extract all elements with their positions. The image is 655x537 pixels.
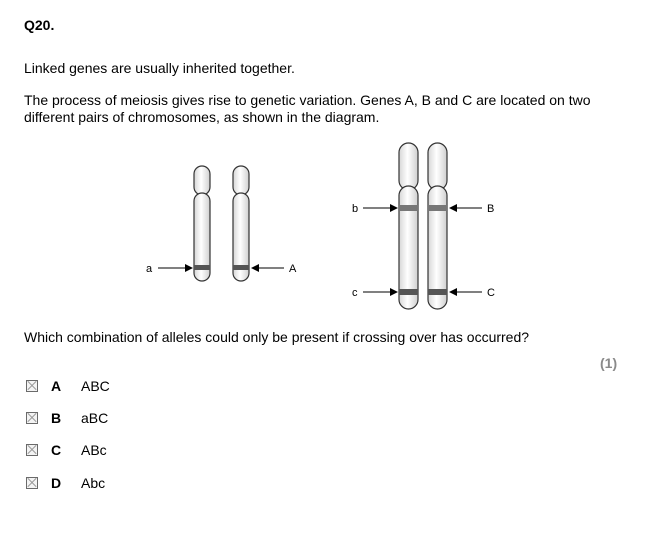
option-text: ABc: [81, 442, 107, 458]
option-text: aBC: [81, 410, 109, 426]
question-number: Q20.: [24, 17, 55, 33]
option-letter: D: [51, 475, 62, 491]
label-C: C: [487, 287, 495, 299]
marks-label: (1): [600, 355, 618, 371]
checkbox-icon[interactable]: [26, 477, 38, 489]
chromosome-pair1-right: [233, 166, 249, 281]
option-letter: A: [51, 378, 62, 394]
checkbox-icon[interactable]: [26, 412, 38, 424]
option-text: ABC: [81, 378, 110, 394]
chromosome-pair2-left: [399, 143, 418, 309]
option-text: Abc: [81, 475, 106, 491]
checkbox-icon[interactable]: [26, 380, 38, 392]
option-letter: C: [51, 442, 62, 458]
context-text: The process of meiosis gives rise to genetic variation. Genes A, B and C are located on two different pairs of chromosomes, as shown in the diagram.: [24, 92, 591, 125]
question-text: Which combination of alleles could only be present if crossing over has occurred?: [24, 329, 530, 345]
allele-band-C: [428, 289, 447, 295]
allele-band-b: [399, 205, 418, 211]
label-a: a: [146, 263, 153, 275]
option-letter: B: [51, 410, 62, 426]
chromosome-pair1-left: [194, 166, 210, 281]
intro-text: Linked genes are usually inherited together.: [24, 60, 295, 76]
checkbox-icon[interactable]: [26, 444, 38, 456]
chromosome-pair2-right: [428, 143, 447, 309]
label-B: B: [487, 203, 495, 215]
allele-band-A: [233, 265, 249, 270]
label-A: A: [289, 263, 297, 275]
label-b: b: [352, 203, 359, 215]
allele-band-B: [428, 205, 447, 211]
allele-band-c: [399, 289, 418, 295]
allele-band-a: [194, 265, 210, 270]
label-c: c: [352, 287, 358, 299]
